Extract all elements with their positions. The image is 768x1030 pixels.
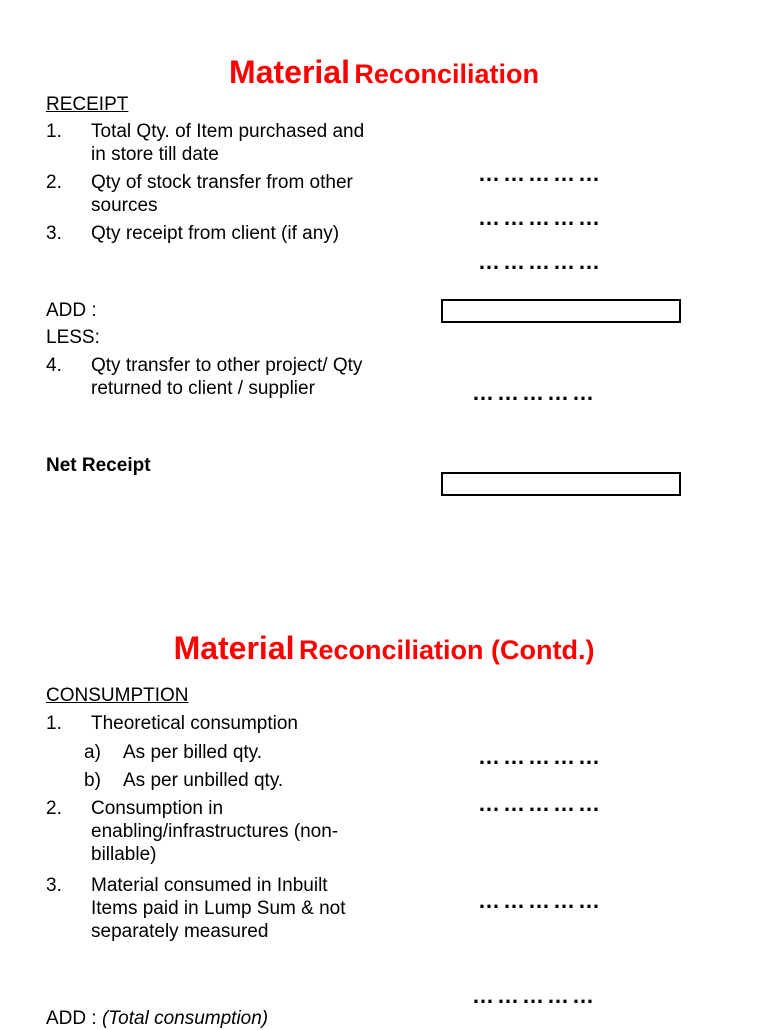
slide1-title-word2: Reconciliation: [354, 59, 539, 89]
consumption-heading: CONSUMPTION: [46, 685, 189, 706]
consumption-sub-a-dots: ……………: [478, 744, 603, 769]
consumption-add-label: ADD :: [46, 1008, 97, 1029]
consumption-item-1-num: 1.: [46, 713, 62, 734]
add-total-box: [441, 299, 681, 323]
net-receipt-box: [441, 472, 681, 496]
consumption-item-1-text: Theoretical consumption: [91, 713, 298, 734]
consumption-add-dots: ……………: [472, 983, 597, 1008]
receipt-item-4-num: 4.: [46, 355, 62, 376]
consumption-add-row: [46, 1007, 268, 1030]
consumption-item-3-num: 3.: [46, 875, 62, 896]
receipt-item-2-text: Qty of stock transfer from other sources: [91, 172, 353, 216]
consumption-sub-b-text: As per unbilled qty.: [123, 770, 284, 791]
receipt-item-1-text: Total Qty. of Item purchased and in store till date: [91, 121, 365, 165]
consumption-item-2-num: 2.: [46, 798, 62, 819]
consumption-sub-b-num: b): [84, 770, 101, 791]
consumption-item-3-text: Material consumed in Inbuilt Items paid in Lump Sum & not separately measured: [91, 875, 346, 942]
add-label: ADD :: [46, 300, 97, 321]
receipt-item-4-text: Qty transfer to other project/ Qty returned to client / supplier: [91, 355, 363, 399]
receipt-item-2-num: 2.: [46, 172, 62, 193]
less-label: LESS:: [46, 327, 100, 348]
receipt-item-1-dots: ……………: [478, 161, 603, 186]
consumption-item-3-dots: ……………: [478, 888, 603, 913]
slide2-title-word1: Material: [173, 630, 295, 666]
receipt-item-4-dots: ……………: [472, 380, 597, 405]
slide2-title: [0, 630, 768, 667]
consumption-add-note: (Total consumption): [101, 1008, 269, 1029]
consumption-item-2-text: Consumption in enabling/infrastructures (non-billable): [91, 798, 339, 865]
consumption-item-2-dots: ……………: [478, 791, 603, 816]
slide1-title: [0, 54, 768, 91]
receipt-item-1-num: 1.: [46, 121, 62, 142]
receipt-item-2-dots: ……………: [478, 205, 603, 230]
receipt-heading: RECEIPT: [46, 94, 129, 115]
receipt-item-3-dots: ……………: [478, 249, 603, 274]
receipt-item-3-num: 3.: [46, 223, 62, 244]
consumption-sub-a-num: a): [84, 742, 101, 763]
receipt-item-3-text: Qty receipt from client (if any): [91, 223, 340, 244]
consumption-sub-a-text: As per billed qty.: [123, 742, 263, 763]
slide1-title-word1: Material: [229, 54, 350, 90]
slide2-title-word2: Reconciliation (Contd.): [298, 635, 595, 665]
net-receipt-label: Net Receipt: [46, 455, 151, 476]
